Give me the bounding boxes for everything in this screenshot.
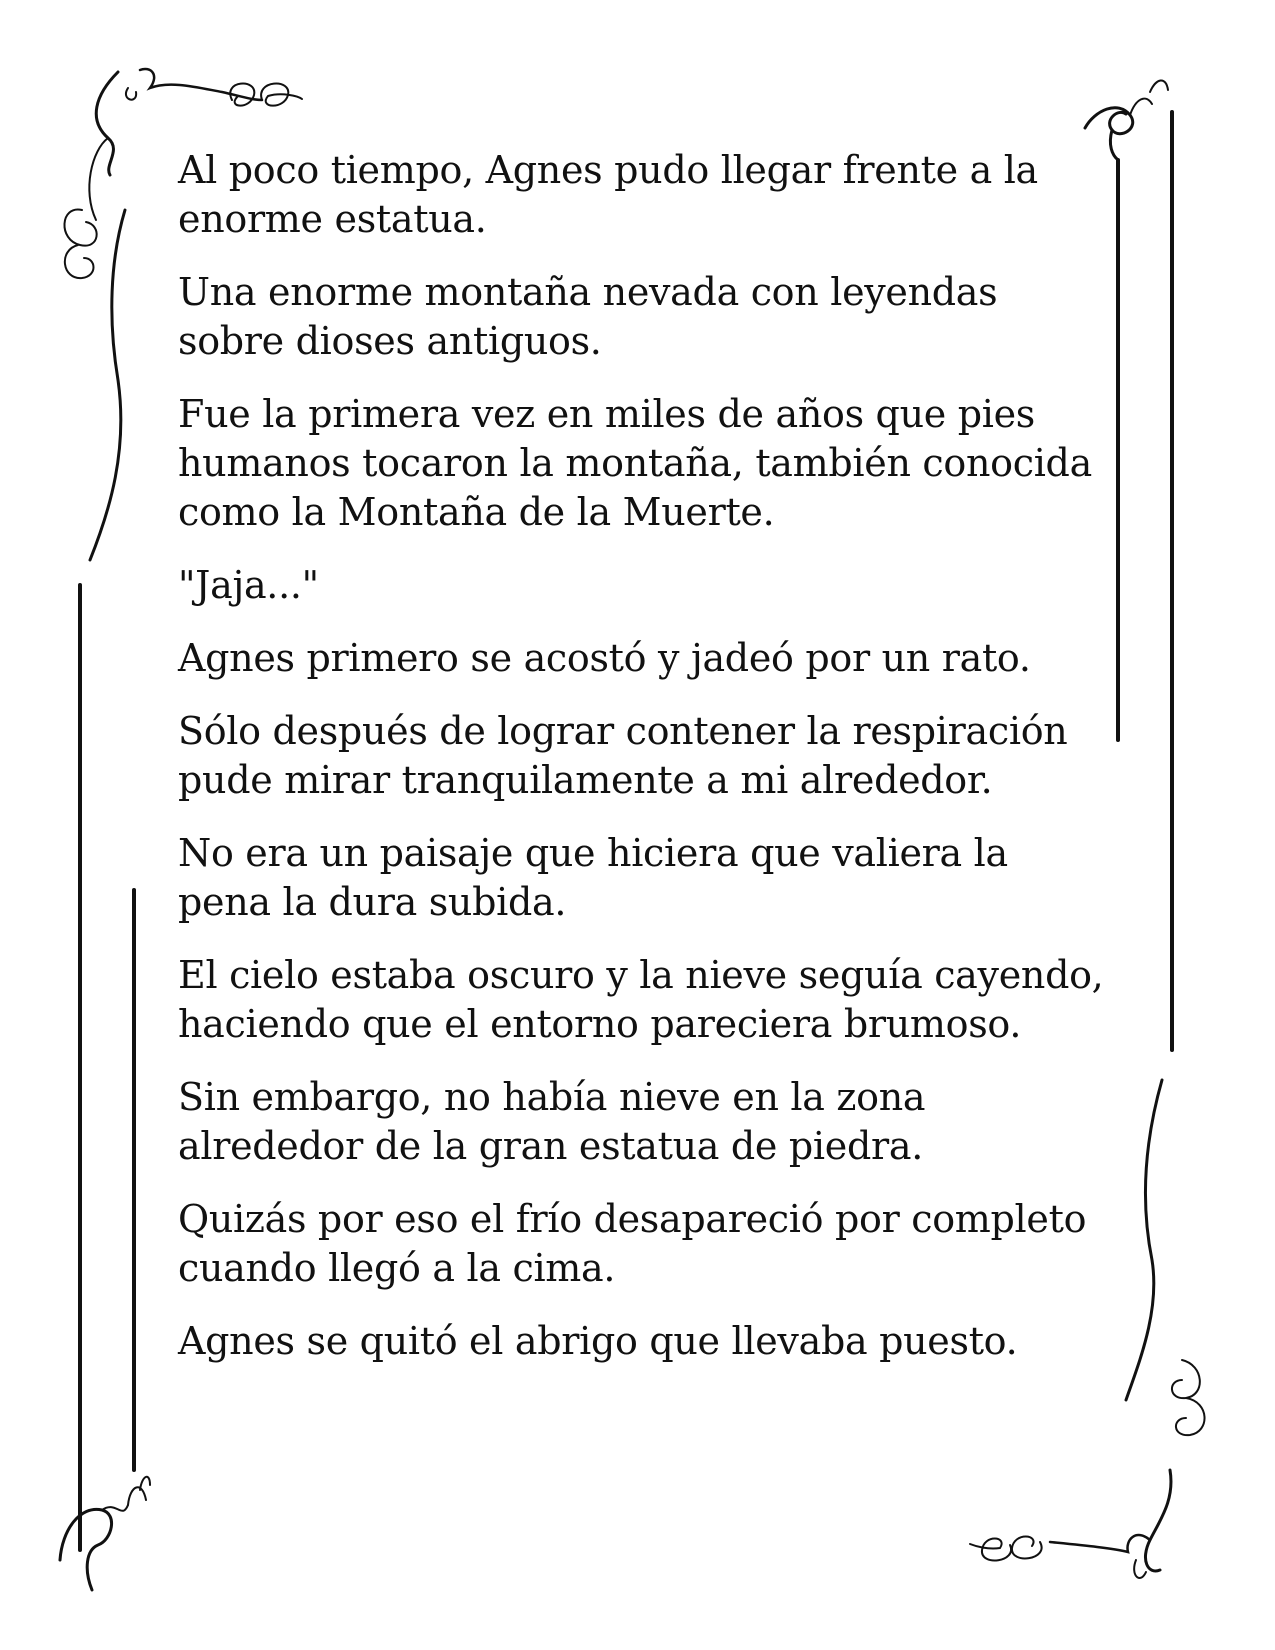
paragraph: Una enorme montaña nevada con leyendas sobre dioses antiguos. [178,270,998,363]
paragraph: Quizás por eso el frío desapareció por completo cuando llegó a la cima. [178,1197,1087,1290]
page-text [178,146,1108,1390]
flourish-bottom-left-icon [60,1477,150,1590]
paragraph: Sin embargo, no había nieve en la zona alrededor de la gran estatua de piedra. [178,1075,926,1168]
paragraph: No era un paisaje que hiciera que valiera la pena la dura subida. [178,831,1008,924]
paragraph: "Jaja..." [178,563,319,607]
paragraph: Agnes primero se acostó y jadeó por un rato. [178,636,1031,680]
paragraph: Agnes se quitó el abrigo que llevaba puesto. [178,1319,1018,1363]
paragraph: Al poco tiempo, Agnes pudo llegar frente a la enorme estatua. [178,148,1038,241]
paragraph: El cielo estaba oscuro y la nieve seguía cayendo, haciendo que el entorno pareciera brumoso. [178,953,1104,1046]
paragraph: Fue la primera vez en miles de años que pies humanos tocaron la montaña, también conocida como la Montaña de la Muerte. [178,392,1092,534]
paragraph: Sólo después de lograr contener la respiración pude mirar tranquilamente a mi alrededor. [178,709,1068,802]
